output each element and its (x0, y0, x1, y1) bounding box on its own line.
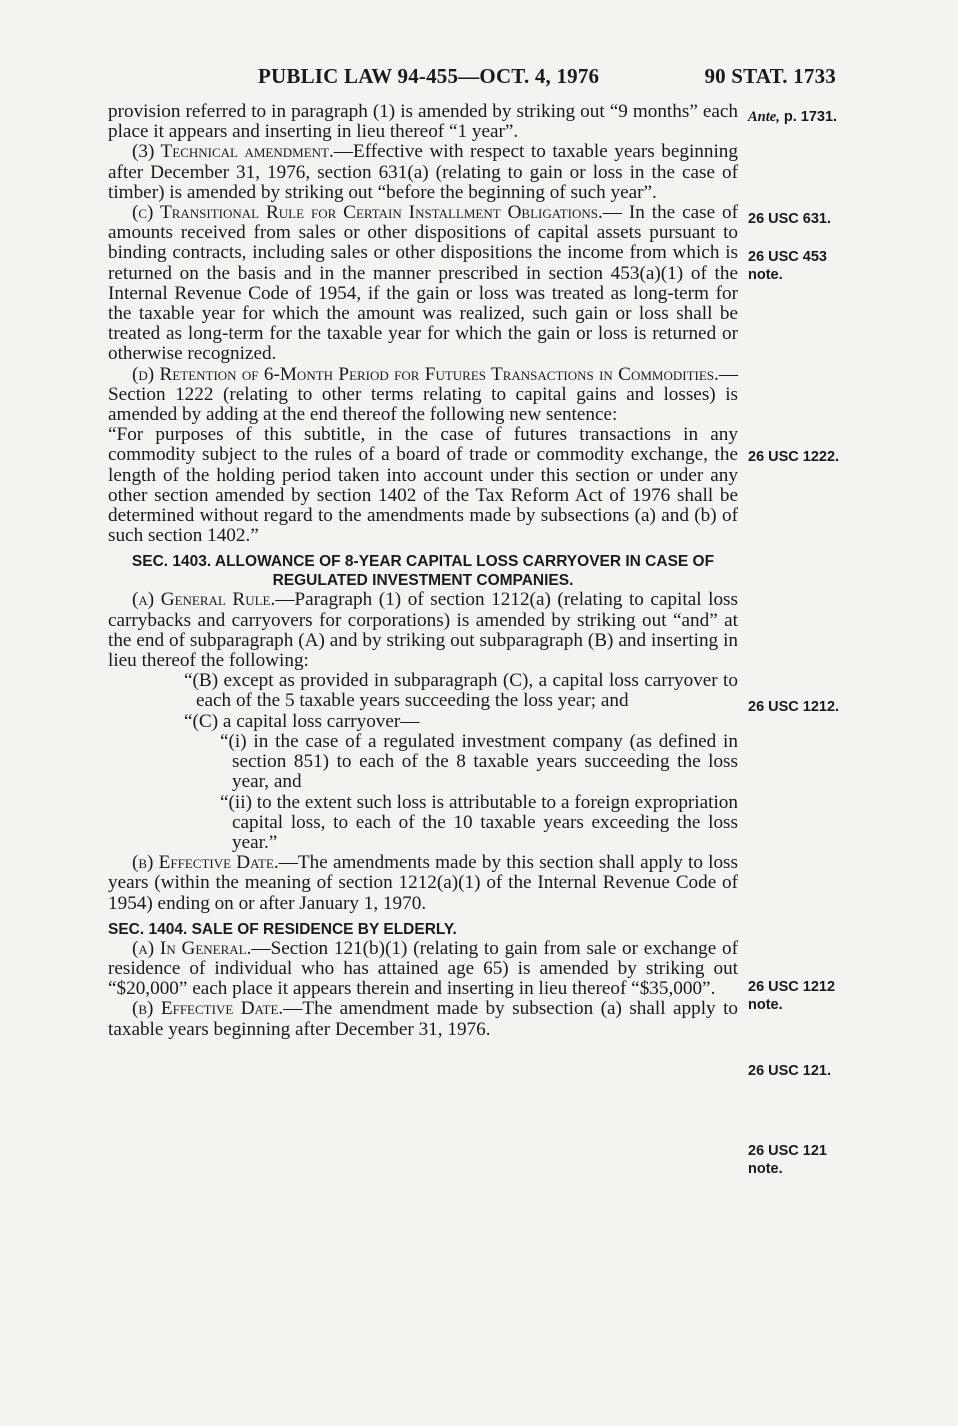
paragraph-effective-date-1404 (108, 999, 738, 1039)
margin-note-line: 26 USC 1212 (748, 979, 836, 995)
margin-note-631: 26 USC 631. (748, 211, 832, 227)
subparagraph-c: “(C) a capital loss carryover— (184, 710, 420, 732)
margin-note-line: note. (748, 1161, 783, 1177)
margin-note-ante (748, 108, 837, 126)
running-head-stat: 90 STAT. 1733 (704, 64, 836, 88)
paragraph-body: —Section 121(b)(1) (relating to gain from sale or exchange of residence of individual who has attained age 65) is amended by striking out “$20,000” each place it appears therein and inserting in lieu thereof “$35,000”. (108, 937, 738, 1000)
paragraph-technical-amendment (108, 142, 738, 203)
margin-note-line: note. (748, 267, 783, 283)
paragraph-heading: (a) In General. (132, 937, 252, 959)
margin-note-line: 26 USC 121 (748, 1143, 827, 1159)
subparagraph-b: “(B) except as provided in subparagraph (C), a capital loss carryover to each of the 5 taxable years succeeding the loss year; and (184, 670, 738, 712)
margin-note-1222: 26 USC 1222. (748, 449, 840, 465)
paragraph-heading: (d) Retention of 6-Month Period for Futures Transactions in Commodities. (132, 363, 719, 385)
margin-note-1212: 26 USC 1212. (748, 699, 840, 715)
margin-note-121-note (748, 1142, 827, 1178)
margin-note-italic: Ante, (748, 109, 780, 125)
running-head-law: PUBLIC LAW 94-455—OCT. 4, 1976 (258, 64, 600, 88)
paragraph-heading: (3) Technical amendment. (132, 141, 334, 163)
body-text (108, 102, 738, 1040)
paragraph-body: —The amendments made by this section shall apply to loss years (within the meaning of section 1212(a)(1) of the Internal Revenue Code of 1954) ending on or after January 1, 1970. (108, 852, 738, 914)
paragraph-heading: (b) Effective Date. (132, 998, 284, 1020)
paragraph-body: —Paragraph (1) of section 1212(a) (relating to capital loss carrybacks and carryovers for corporations) is amended by striking out “and” at the end of subparagraph (A) and by striking out subparagraph (B) and inserting in lieu thereof the following: (108, 589, 738, 672)
paragraph-effective-date-1403 (108, 853, 738, 914)
paragraph-general-rule (108, 590, 738, 671)
quoted-sentence: “For purposes of this subtitle, in the case of futures transactions in any commodity subject to the rules of a board of trade or commodity exchange, the length of the holding period taken into account under this section or under any other section amended by section 1402 of the Tax Reform Act of 1976 shall be determined without regard to the amendments made by subsections (a) and (b) of such section 1402.” (108, 424, 738, 547)
paragraph-body: —The amendment made by subsection (a) shall apply to taxable years beginning after December 31, 1976. (108, 998, 738, 1040)
clause-i: “(i) in the case of a regulated investment company (as defined in section 851) to each of the 8 taxable years succeeding the loss year, and (220, 730, 738, 793)
margin-note-line: 26 USC 453 (748, 249, 827, 265)
margin-note-1212-note (748, 978, 835, 1014)
paragraph-in-general (108, 939, 738, 1000)
paragraph-body: —Effective with respect to taxable years beginning after December 31, 1976, section 631(a) (relating to gain or loss in the case of timber) is amended by striking out “before the beginning of such year”. (108, 141, 738, 203)
paragraph-heading: (c) Transitional Rule for Certain Installment Obligations. (132, 202, 603, 224)
paragraph-body: —Section 1222 (relating to other terms relating to capital gains and losses) is amended by adding at the end thereof the following new sentence: (108, 363, 738, 426)
margin-note-line: note. (748, 997, 783, 1013)
paragraph-heading: (a) General Rule. (132, 589, 276, 611)
section-heading-1404: SEC. 1404. SALE OF RESIDENCE BY ELDERLY. (108, 920, 457, 938)
margin-note-453 (748, 248, 827, 284)
clause-ii: “(ii) to the extent such loss is attributable to a foreign expropriation capital loss, to each of the 10 taxable years exceeding the loss year.” (220, 791, 738, 853)
paragraph-body: — In the case of amounts received from sales or other dispositions of capital assets pursuant to binding contracts, including sales or other dispositions the income from which is returned on the basis and in the manner prescribed in section 453(a)(1) of the Internal Revenue Code of 1954, if the gain or loss was treated as long-term for the taxable year for which the amount was realized, such gain or loss shall be treated as long-term for the taxable year for which the gain or loss is returned or otherwise recognized. (108, 202, 738, 365)
paragraph-continuation: provision referred to in paragraph (1) is amended by striking out “9 months” each place it appears and inserting in lieu thereof “1 year”. (108, 101, 738, 143)
margin-note-121: 26 USC 121. (748, 1063, 832, 1079)
paragraph-heading: (b) Effective Date. (132, 852, 279, 874)
paragraph-transitional-rule (108, 203, 738, 365)
section-heading-1403: SEC. 1403. ALLOWANCE OF 8-YEAR CAPITAL LOSS CARRYOVER IN CASE OF REGULATED INVESTMENT COMPANIES. (131, 553, 715, 590)
margin-note-text: p. 1731. (779, 109, 838, 125)
paragraph-retention (108, 365, 738, 426)
